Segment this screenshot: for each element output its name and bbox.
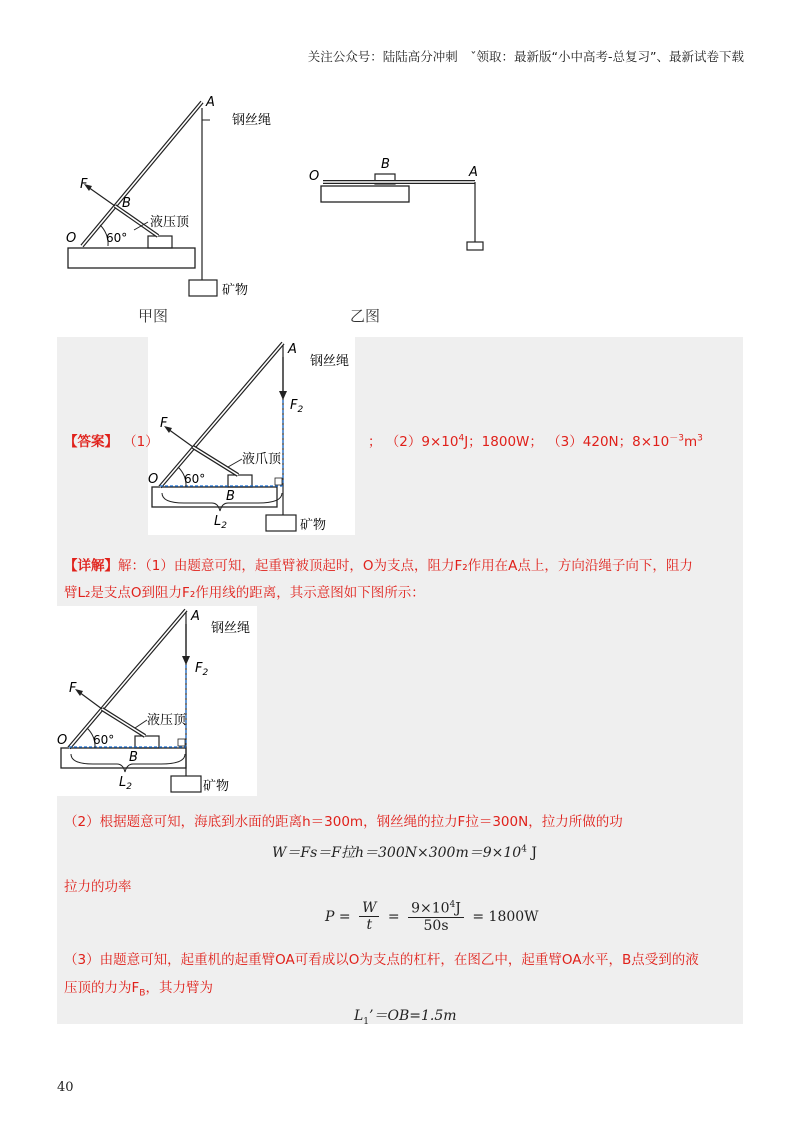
- label-b: B: [129, 750, 138, 765]
- formula-work: W＝Fs＝F拉$h=300N\times 300m=9\times 10^4$ J: [272, 844, 537, 861]
- detail-para-2: （2）根据题意可知，海底到水面的距离h＝300m，钢丝绳的拉力F拉＝300N，拉力所做的功: [64, 814, 623, 830]
- base-platform: [321, 186, 409, 202]
- force-f-arrow: [88, 187, 115, 206]
- formula-power: P = $\frac{W}{t}$ = $\frac{9\times 10^4J}{50s}$ = 1800W: [325, 900, 539, 934]
- base-platform: [152, 487, 277, 507]
- figure-yi: [305, 150, 505, 260]
- ore-block: [266, 515, 296, 531]
- label-ore: 矿物: [203, 779, 230, 794]
- label-o: O: [309, 169, 320, 184]
- force-f-arrow: [168, 429, 193, 447]
- answer-line: [64, 430, 159, 450]
- label-l2: $L_2$: [119, 775, 132, 792]
- ore-block: [467, 242, 483, 250]
- label-jack: 液压顶: [150, 215, 190, 230]
- label-wire: 钢丝绳: [310, 354, 350, 369]
- fraction-w-t: $\frac{W}{t}$: [359, 900, 379, 933]
- label-f: F: [160, 416, 168, 431]
- label-wire: 钢丝绳: [232, 113, 272, 128]
- detail-figure: [57, 606, 257, 796]
- label-f2: $F_2$: [195, 661, 209, 678]
- caption-yi: 乙图: [350, 307, 381, 325]
- detail-para-3: 拉力的功率: [64, 879, 132, 895]
- formula-arm: $L_1’=OB=1.5m$: [354, 1008, 457, 1027]
- page-number: 40: [57, 1080, 74, 1095]
- label-b: B: [226, 489, 235, 504]
- label-l2: $L_2$: [214, 514, 227, 531]
- label-angle: 60°: [106, 231, 128, 245]
- ore-block: [189, 280, 217, 296]
- label-f: F: [69, 681, 77, 696]
- label-ore: 矿物: [300, 518, 327, 533]
- label-f2: $F_2$: [290, 398, 304, 415]
- caption-jia: 甲图: [138, 307, 169, 325]
- label-jack: 液压顶: [147, 713, 187, 728]
- answer-tag: 【答案】: [64, 434, 118, 450]
- label-o: O: [148, 472, 159, 487]
- figure-jia: [60, 90, 290, 305]
- label-b: B: [381, 157, 390, 172]
- label-jack: 液爪顶: [242, 452, 282, 467]
- answer-part1: （1）: [123, 434, 159, 450]
- answer-figure: [148, 337, 355, 535]
- label-o: O: [66, 231, 77, 246]
- answer-rest: ； $(2)9\times 10^4J$；1800W； （3）420N；$8\times 10^{-3}m^3$: [368, 433, 703, 450]
- label-a: A: [469, 165, 478, 180]
- force-f-arrow: [79, 692, 102, 709]
- label-a: A: [206, 95, 215, 110]
- base-platform: [61, 748, 186, 768]
- fraction-values: $\frac{9\times 10^4J}{50s}$: [408, 900, 464, 934]
- ore-block: [171, 776, 201, 792]
- jack-block: [228, 475, 252, 487]
- jack-block: [148, 236, 172, 248]
- label-ore: 矿物: [222, 283, 249, 298]
- label-angle: 60°: [184, 472, 206, 486]
- base-platform: [68, 248, 195, 268]
- label-angle: 60°: [93, 733, 115, 747]
- jack-block: [135, 736, 159, 748]
- label-wire: 钢丝绳: [211, 621, 251, 636]
- label-a: A: [288, 342, 297, 357]
- label-f: F: [80, 177, 88, 192]
- detail-para-1: 【详解】解：（1）由题意可知，起重臂被顶起时，O为支点，阻力F₂作用在A点上，方向沿绳子向下，阻力 臂L₂是支点O到阻力F₂作用线的距离，其示意图如下图所示：: [64, 558, 693, 601]
- page-header: 关注公众号：陆陆高分冲刺 ˇ领取：最新版“小中高考-总复习”、最新试卷下载: [307, 49, 744, 64]
- detail-para-4: （3）由题意可知，起重机的起重臂OA可看成以O为支点的杠杆，在图乙中，起重臂OA水平，B点受到的液 压顶的力为$F_B$，其力臂为: [64, 952, 699, 999]
- label-b: B: [122, 196, 131, 211]
- label-o: O: [57, 733, 68, 748]
- label-a: A: [191, 609, 200, 624]
